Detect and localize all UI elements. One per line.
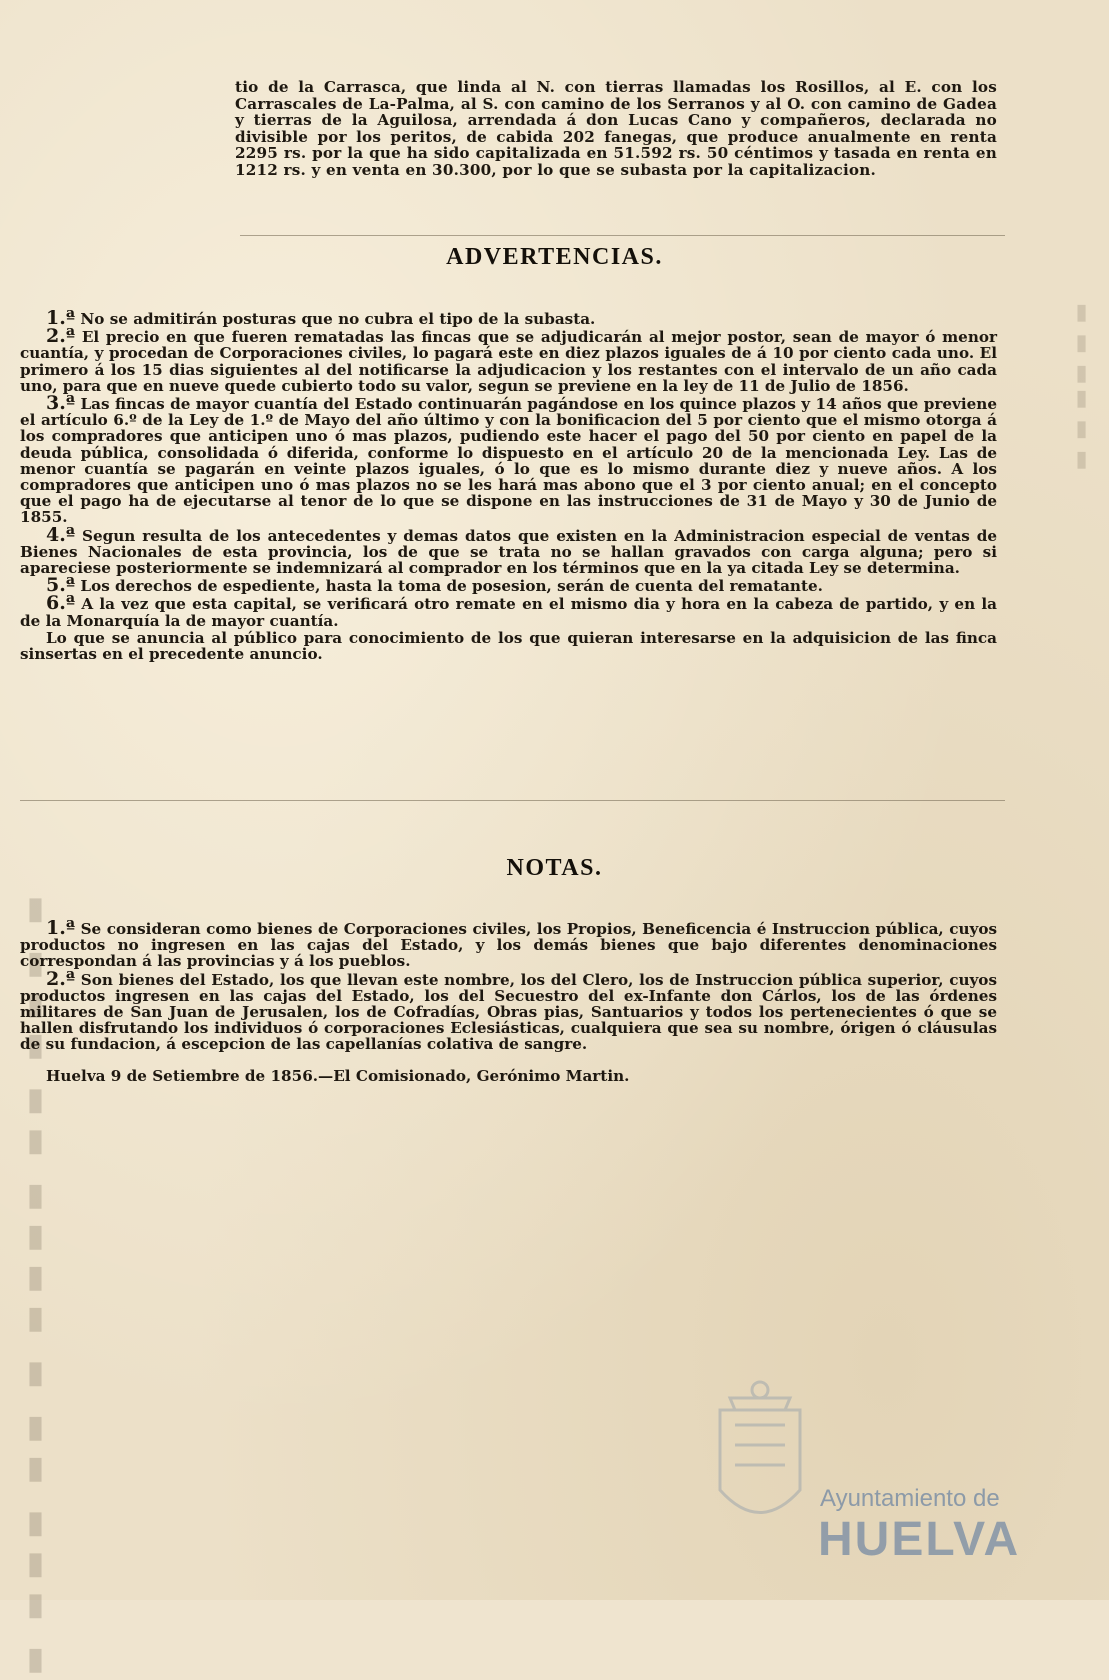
nota-item-2: 2.ª Son bienes del Estado, los que llevan este nombre, los del Clero, los de Instruccion pública superior, cuyos productos ingresen en las cajas del Estado, los del Secuestro del ex-Infante don Cárlos, los de las órdenes militares de San Juan de Jerusalen, los de Cofradías, Obras pias, Santuarios y todos los pertenecientes ó que se hallen disfrutando los individuos ó corporaciones Eclesiásticas, cualquiera que sea su nombre, órigen ó cláusulas de su fundacion, á escepcion de las capellanías colativa de sangre.	[20, 967, 997, 1054]
advertencia-item-3: 3.ª Las fincas de mayor cuantía del Estado continuarán pagándose en los quince plazos y 14 años que previene el artículo 6.º de la Ley de 1.º de Mayo del año último y con la bonificacion del 5 por ciento que el mismo otorga á los compradores que anticipen uno ó mas plazos, pudiendo este hacer el pago del 50 por ciento en papel de la deuda pública, consolidada ó diferida, conforme lo dispuesto en el artículo 20 de la mencionada Ley. Las de menor cuantía se pagarán en veinte plazos iguales, ó lo que es lo mismo durante diez y nueve años. A los compradores que anticipen uno ó mas plazos no se les hará mas abono que el 3 por ciento anual; en el concepto que el pago ha de ejecutarse al tenor de lo que se dispone en las instrucciones de 31 de Mayo y 30 de Junio de 1855.	[20, 392, 997, 527]
advertencia-item-6: 6.ª A la vez que esta capital, se verificará otro remate en el mismo dia y hora en la cabeza de partido, y en la de la Monarquía la de mayor cuantía.	[20, 592, 997, 630]
watermark-line-1: Ayuntamiento de	[820, 1485, 1000, 1512]
notas-heading: NOTAS.	[506, 855, 603, 881]
nota-item-1: 1.ª Se consideran como bienes de Corporaciones civiles, los Propios, Beneficencia é Instruccion pública, cuyos productos no ingresen en las cajas del Estado, y los demás bienes que bajo diferentes denominaciones correspondan á las provincias y á los pueblos.	[20, 917, 997, 971]
advertencia-item-4: 4.ª Segun resulta de los antecedentes y demas datos que existen en la Administracion especial de ventas de Bienes Nacionales de esta provincia, los de que se trata no se hallan gravados con carga alguna; pero si apareciese posteriormente se indemnizará al comprador en los términos que en la ya citada Ley se determina.	[20, 523, 997, 578]
signature-line: Huelva 9 de Setiembre de 1856.—El Comisionado, Gerónimo Martin.	[46, 1066, 630, 1085]
advertencias-closing: Lo que se anuncia al público para conocimiento de los que quieran interesarse en la adquisicion de las finca sinsertas en el precedente anuncio.	[20, 628, 997, 664]
property-description-paragraph: tio de la Carrasca, que linda al N. con tierras llamadas los Rosillos, al E. con los Carrascales de La-Palma, al S. con camino de los Serranos y al O. con camino de Gadea y tierras de la Aguilosa, arrendada á don Lucas Cano y compañeros, declarada no divisible por los peritos, de cabida 202 fanegas, que produce anualmente en renta 2295 rs. por la que ha sido capitalizada en 51.592 rs. 50 céntimos y tasada en renta en 1212 rs. y en venta en 30.300, por lo que se subasta por la capitalizacion.	[235, 78, 997, 179]
divider-middle	[20, 800, 1005, 801]
advertencias-section	[20, 307, 997, 664]
show-through-text-right: ▮ ▮ ▮▮ ▮ ▮	[1070, 300, 1095, 472]
notas-section	[20, 917, 997, 1099]
advertencia-item-1: 1.ª No se admitirán posturas que no cubra el tipo de la subasta.	[46, 307, 596, 329]
divider-top	[240, 235, 1005, 236]
show-through-text-left: ▮ ▮▮▮ ▮▮ ▮ ▮▮▮▮ ▮▮ ▮▮▮ ▮	[19, 888, 52, 1680]
advertencia-item-5: 5.ª Los derechos de espediente, hasta la toma de posesion, serán de cuenta del rematante.	[46, 574, 823, 597]
advertencia-item-2: 2.ª El precio en que fueren rematadas las fincas que se adjudicarán al mejor postor, sean de mayor ó menor cuantía, y procedan de Corporaciones civiles, lo pagará este en diez plazos iguales de á 10 por ciento cada uno. El primero á los 15 dias siguientes al del notificarse la adjudicacion y los restantes con el intervalo de un año cada uno, para que en nueve quede cubierto todo su valor, segun se previene en la ley de 11 de Julio de 1856.	[20, 325, 997, 395]
advertencias-heading: ADVERTENCIAS.	[446, 244, 663, 270]
watermark-line-2: HUELVA	[818, 1513, 1021, 1566]
